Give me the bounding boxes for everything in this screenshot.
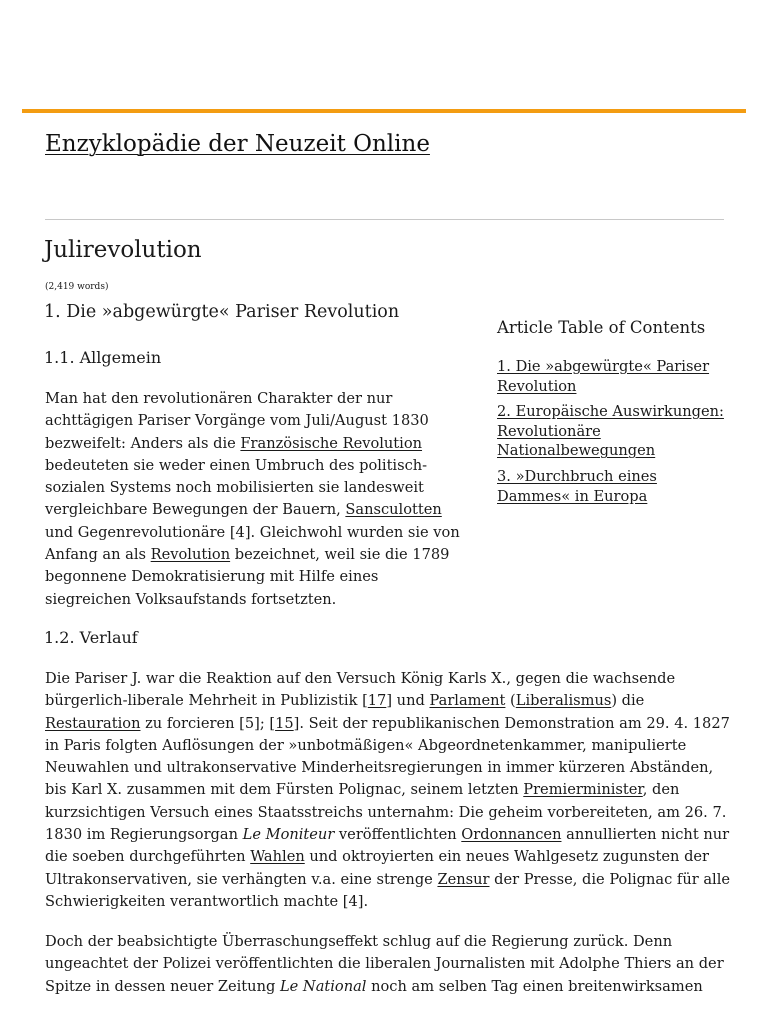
link-premierminister[interactable]: Premierminister [523, 781, 643, 799]
link-revolution[interactable]: Revolution [150, 546, 231, 564]
header-divider [45, 219, 724, 220]
accent-top-rule [22, 109, 746, 113]
link-sansculotten[interactable]: Sansculotten [345, 501, 442, 519]
link-ordonnancen[interactable]: Ordonnancen [461, 826, 562, 844]
reference-5: 5 [244, 714, 255, 732]
paragraph-continued: Doch der beabsichtigte Überraschungseffekt schlug auf die Regierung zurück. Denn ungeachtet der Polizei veröffentlichten die liberalen Journalisten mit Adolphe Thiers an der Spitze in dessen neuer Zeitung Le National noch am selben Tag einen breitenwirksamen [45, 933, 724, 995]
article-table-of-contents [497, 318, 727, 512]
reference-4-second: 4 [348, 892, 358, 910]
subsection-allgemein-heading: 1.1. Allgemein [44, 348, 162, 367]
site-title-link[interactable]: Enzyklopädie der Neuzeit Online [45, 131, 430, 157]
toc-item-section-3[interactable]: 3. »Durchbruch eines Dammes« in Europa [497, 467, 657, 505]
link-wahlen[interactable]: Wahlen [250, 848, 305, 866]
publication-le-national: Le National [279, 977, 367, 995]
toc-item-section-1[interactable]: 1. Die »abgewürgte« Pariser Revolution [497, 358, 710, 395]
word-count: (2,419 words) [45, 282, 109, 292]
reference-17[interactable]: 17 [367, 692, 387, 710]
link-restauration[interactable]: Restauration [45, 714, 141, 732]
subsection-verlauf-heading: 1.2. Verlauf [44, 628, 138, 647]
toc-heading: Article Table of Contents [497, 318, 706, 337]
paragraph-allgemein: Man hat den revolutionären Charakter der nur achttägigen Pariser Vorgänge vom Juli/August 1830 bezweifelt: Anders als die Französische Revolution bedeuteten sie weder einen Umbruch des politisch-sozialen Systems noch mobilisierten sie landesweit vergleichbare Bewegungen der Bauern, Sansculotten und Gegenrevolutionäre [4]. Gleichwohl wurden sie von Anfang an als Revolution bezeichnet, weil sie die 1789 begonnene Demokratisierung mit Hilfe eines siegreichen Volksaufstands fortsetzten. [45, 390, 460, 608]
link-liberalismus[interactable]: Liberalismus [515, 692, 612, 710]
toc-item-section-2[interactable]: 2. Europäische Auswirkungen: Revolutionäre Nationalbewegungen [497, 403, 724, 460]
article-title: Julirevolution [44, 237, 202, 263]
link-franzoesische-revolution[interactable]: Französische Revolution [240, 434, 423, 452]
link-parlament[interactable]: Parlament [429, 692, 506, 710]
section-1-heading: 1. Die »abgewürgte« Pariser Revolution [44, 302, 400, 322]
reference-15[interactable]: 15 [275, 714, 294, 732]
publication-le-moniteur: Le Moniteur [242, 826, 335, 844]
reference-4: 4 [235, 523, 245, 541]
paragraph-verlauf: Die Pariser J. war die Reaktion auf den Versuch König Karls X., gegen die wachsende bürgerlich-liberale Mehrheit in Publizistik [17] und Parlament (Liberalismus) die Restauration zu forcieren [5]; [15]. Seit der republikanischen Demonstration am 29. 4. 1827 in Paris folgten Auflösungen der »unbotmäßigen« Abgeordnetenkammer, manipulierte Neuwahlen und ultrakonservative Minderheitsregierungen in immer kürzeren Abständen, bis Karl X. zusammen mit dem Fürsten Polignac, seinem letzten Premierminister, den kurzsichtigen Versuch eines Staatsstreichs unternahm: Die geheim vorbereiteten, am 26. 7. 1830 im Regierungsorgan Le Moniteur veröffentlichten Ordonnancen annullierten nicht nur die soeben durchgeführten Wahlen und oktroyierten ein neues Wahlgesetz zugunsten der Ultrakonservativen, sie verhängten v.a. eine strenge Zensur der Presse, die Polignac für alle Schwierigkeiten verantwortlich machte [4]. [45, 670, 731, 910]
link-zensur[interactable]: Zensur [437, 870, 490, 888]
